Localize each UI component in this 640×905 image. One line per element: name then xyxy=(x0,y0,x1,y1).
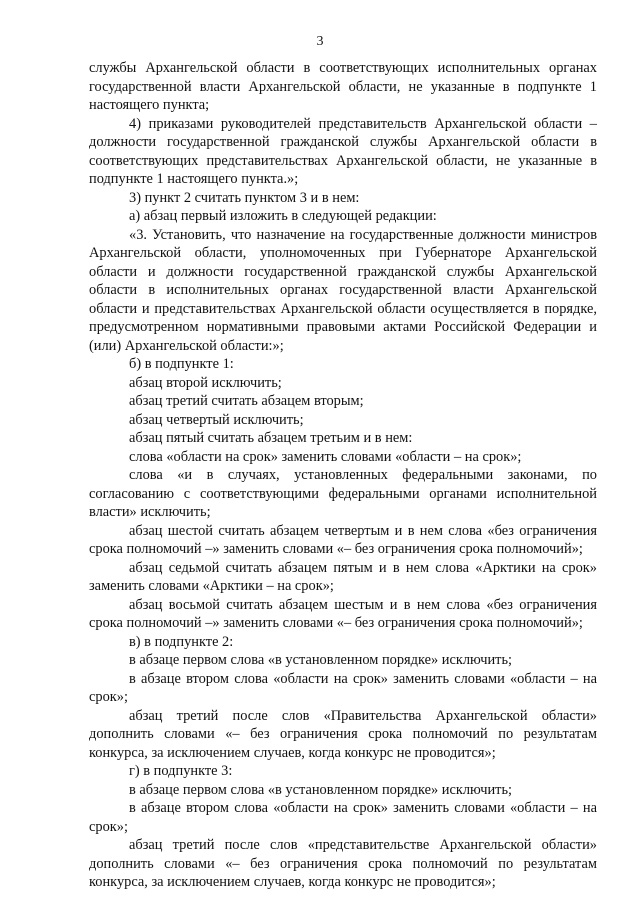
paragraph: абзац восьмой считать абзацем шестым и в нем слова «без ограничения срока полномочий –» заменить словами «– без ограничения срока полномочий»; xyxy=(89,596,597,631)
paragraph: в абзаце втором слова «области на срок» заменить словами «области – на срок»; xyxy=(89,670,597,705)
paragraph: абзац третий после слов «представительстве Архангельской области» дополнить словами «– без ограничения срока полномочий по результатам конкурса, за исключением случаев, когда конкурс не проводится»; xyxy=(89,837,597,890)
document-body xyxy=(89,59,597,892)
paragraph: в абзаце первом слова «в установленном порядке» исключить; xyxy=(129,652,513,668)
paragraph: в) в подпункте 2: xyxy=(129,633,234,650)
paragraph: абзац второй исключить; xyxy=(129,374,282,391)
paragraph: в абзаце втором слова «области на срок» заменить словами «области – на срок»; xyxy=(89,800,597,835)
paragraph: абзац шестой считать абзацем четвертым и в нем слова «без ограничения срока полномочий –» заменить словами «– без ограничения срока полномочий»; xyxy=(89,522,597,557)
paragraph: 3) пункт 2 считать пунктом 3 и в нем: xyxy=(129,189,360,206)
paragraph: абзац третий после слов «Правительства Архангельской области» дополнить словами «– без ограничения срока полномочий по результатам конкурса, за исключением случаев, когда конкурс не проводится»; xyxy=(89,707,597,761)
paragraph: абзац пятый считать абзацем третьим и в нем: xyxy=(129,430,413,446)
paragraph: г) в подпункте 3: xyxy=(129,763,233,779)
paragraph: в абзаце первом слова «в установленном порядке» исключить; xyxy=(129,781,513,798)
paragraph: слова «области на срок» заменить словами «области – на срок»; xyxy=(129,448,522,465)
paragraph: б) в подпункте 1: xyxy=(129,356,234,372)
paragraph: 4) приказами руководителей представительств Архангельской области – должности государственной гражданской службы Архангельской области в соответствующих представительствах Архангельской области, не указанные в подпункте 1 настоящего пункта.»; xyxy=(89,115,597,187)
paragraph: абзац четвертый исключить; xyxy=(129,411,304,428)
paragraph: службы Архангельской области в соответствующих исполнительных органах государственной власти Архангельской области, не указанные в подпункте 1 настоящего пункта; xyxy=(89,60,597,113)
paragraph: слова «и в случаях, установленных федеральными законами, по согласованию с соответствующими федеральными органами исполнительной власти» исключить; xyxy=(89,467,597,520)
paragraph: абзац седьмой считать абзацем пятым и в нем слова «Арктики на срок» заменить словами «Арктики – на срок»; xyxy=(89,559,597,594)
page-number: 3 xyxy=(316,34,324,49)
paragraph: а) абзац первый изложить в следующей редакции: xyxy=(129,208,437,224)
paragraph: «3. Установить, что назначение на государственные должности министров Архангельской области, уполномоченных при Губернаторе Архангельской области и должности государственной гражданской службы Архангельской области в исполнительных органах государственной власти Архангельской области и представительствах Архангельской области осуществляется в порядке, предусмотренном нормативными правовыми актами Российской Федерации и (или) Архангельской области:»; xyxy=(89,226,597,354)
paragraph: абзац третий считать абзацем вторым; xyxy=(129,393,364,409)
